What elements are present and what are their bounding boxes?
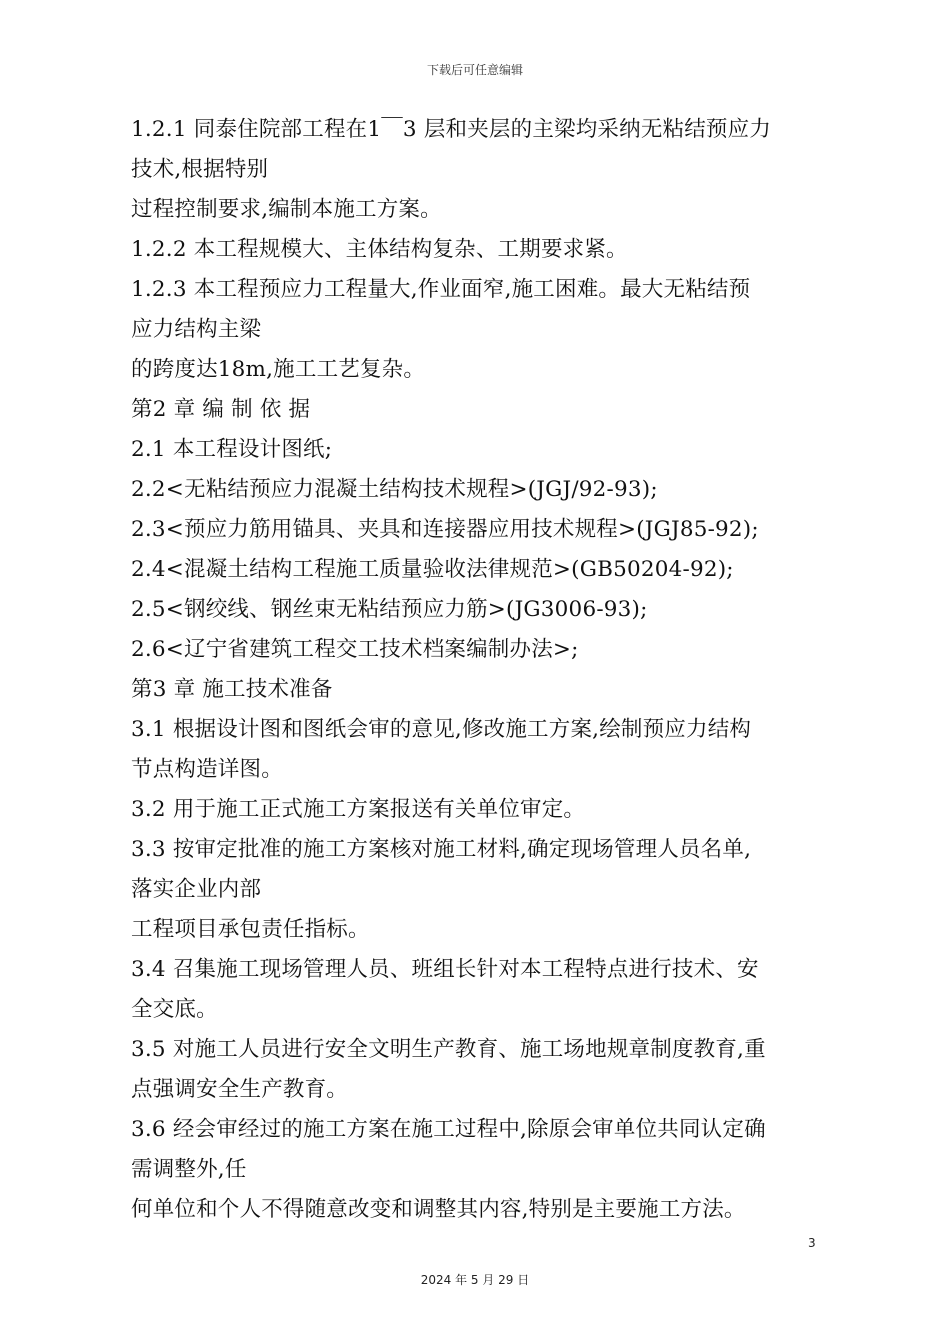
text-line: 工程项目承包责任指标。 (131, 917, 370, 942)
text-line: 3.6 经会审经过的施工方案在施工过程中,除原会审单位共同认定确 (131, 1117, 766, 1142)
chapter-heading: 第2 章 编 制 依 据 (131, 397, 311, 422)
chapter-heading: 第3 章 施工技术准备 (131, 677, 333, 702)
text-line: 2.5<钢绞线、钢丝束无粘结预应力筋>(JG3006-93); (131, 597, 648, 622)
page-footer-date: 2024 年 5 月 29 日 (420, 1273, 530, 1287)
text-line: 2.6<辽宁省建筑工程交工技术档案编制办法>; (131, 637, 579, 662)
text-line: 2.1 本工程设计图纸; (131, 437, 333, 462)
text-line: 2.3<预应力筋用锚具、夹具和连接器应用技术规程>(JGJ85-92); (131, 517, 759, 542)
text-line: 应力结构主梁 (131, 317, 262, 342)
text-line: 全交底。 (131, 997, 218, 1022)
text-line: 1.2.1 同泰住院部工程在1￣3 层和夹层的主梁均采纳无粘结预应力 (131, 117, 772, 142)
text-line: 节点构造详图。 (131, 757, 283, 782)
text-line: 2.4<混凝土结构工程施工质量验收法律规范>(GB50204-92); (131, 557, 734, 582)
text-line: 3.3 按审定批准的施工方案核对施工材料,确定现场管理人员名单, (131, 837, 752, 862)
text-line: 落实企业内部 (131, 877, 262, 902)
document-body (131, 110, 831, 1230)
text-line: 何单位和个人不得随意改变和调整其内容,特别是主要施工方法。 (131, 1197, 746, 1222)
text-line: 3.2 用于施工正式施工方案报送有关单位审定。 (131, 797, 586, 822)
text-line: 3.4 召集施工现场管理人员、班组长针对本工程特点进行技术、安 (131, 957, 759, 982)
text-line: 过程控制要求,编制本施工方案。 (131, 197, 442, 222)
text-line: 需调整外,任 (131, 1157, 247, 1182)
text-line: 3.5 对施工人员进行安全文明生产教育、施工场地规章制度教育,重 (131, 1037, 766, 1062)
text-line: 点强调安全生产教育。 (131, 1077, 349, 1102)
page-number: 3 (808, 1236, 816, 1250)
text-line: 2.2<无粘结预应力混凝土结构技术规程>(JGJ/92-93); (131, 477, 658, 502)
page-header: 下载后可任意编辑 (426, 63, 523, 77)
text-line: 的跨度达18m,施工工艺复杂。 (131, 357, 426, 382)
text-line: 1.2.2 本工程规模大、主体结构复杂、工期要求紧。 (131, 237, 628, 262)
text-line: 3.1 根据设计图和图纸会审的意见,修改施工方案,绘制预应力结构 (131, 717, 752, 742)
text-line: 技术,根据特别 (131, 157, 269, 182)
text-line: 1.2.3 本工程预应力工程量大,作业面窄,施工困难。最大无粘结预 (131, 277, 751, 302)
